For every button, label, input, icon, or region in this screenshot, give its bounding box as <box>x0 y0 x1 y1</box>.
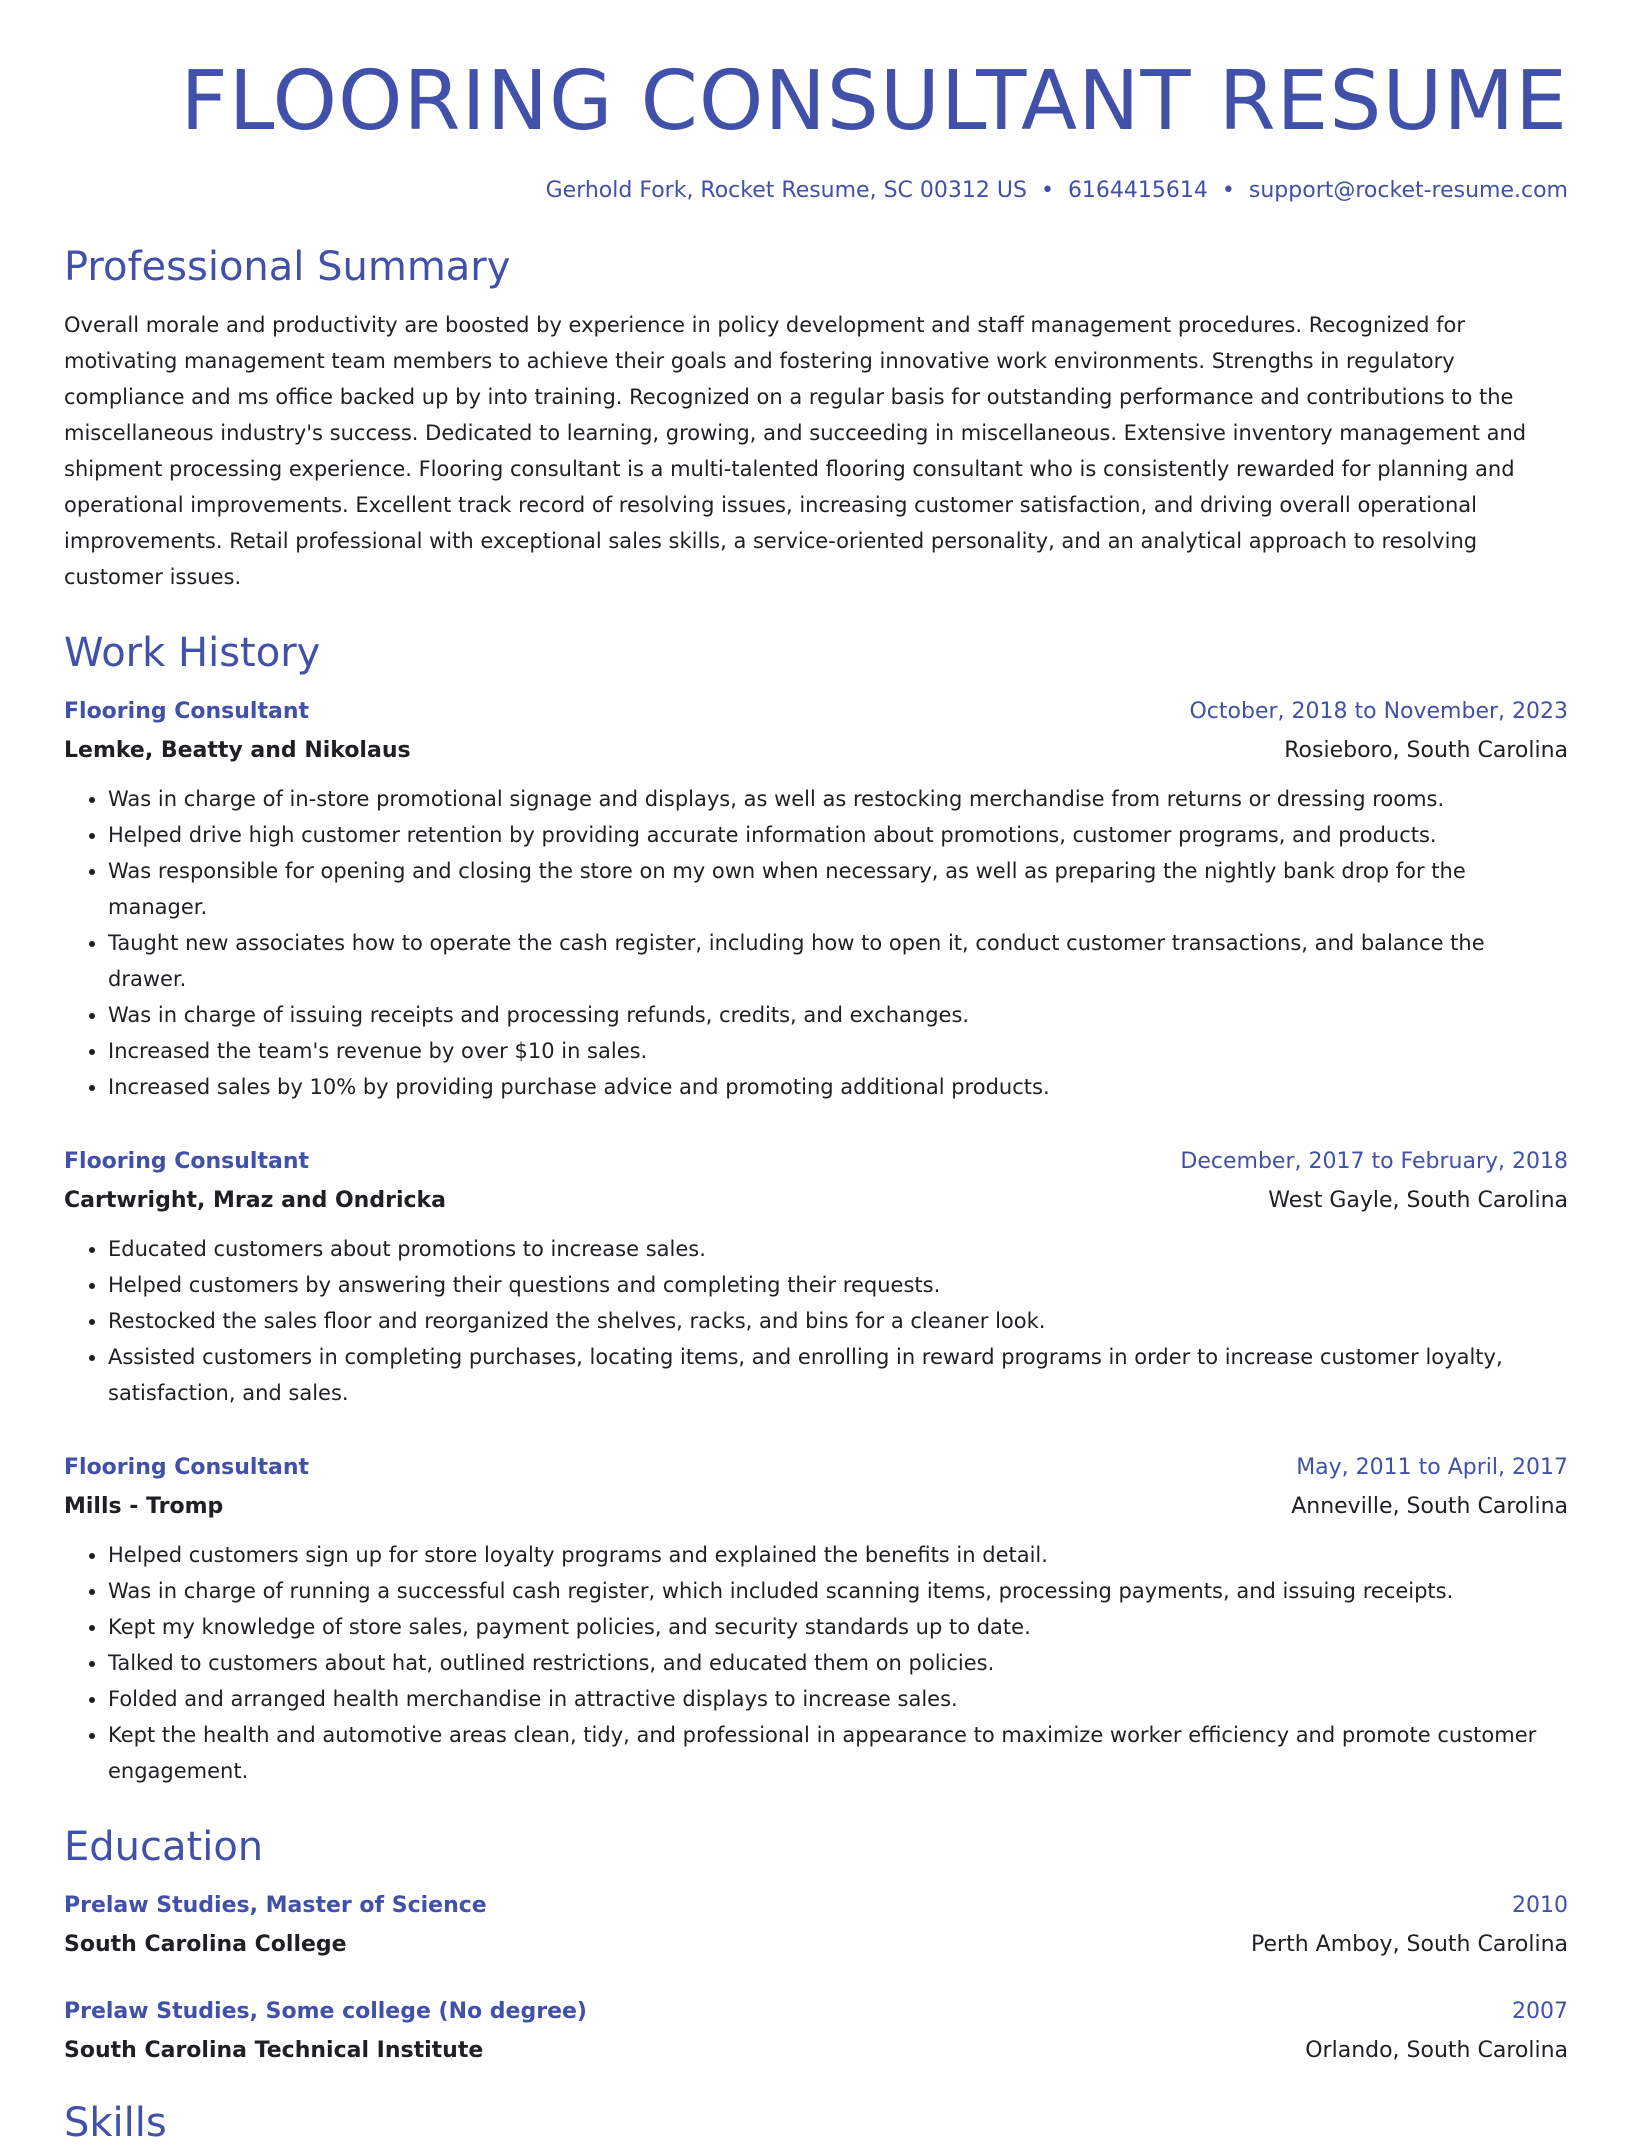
job-bullets <box>64 1537 1568 1789</box>
education-school: South Carolina Technical Institute <box>64 2038 484 2063</box>
work-history-heading: Work History <box>64 630 321 676</box>
education-location: Perth Amboy, South Carolina <box>1251 1932 1568 1957</box>
job-bullet: • Folded and arranged health merchandise in attractive displays to increase sales. <box>108 1681 1568 1717</box>
job-company: Mills - Tromp <box>64 1494 224 1519</box>
job-location: Rosieboro, South Carolina <box>1284 738 1568 763</box>
job-bullet: • Kept the health and automotive areas clean, tidy, and professional in appearance to maximize worker efficiency and promote customer engagement. <box>108 1717 1568 1789</box>
job-bullet: • Was in charge of in-store promotional signage and displays, as well as restocking merchandise from returns or dressing rooms. <box>108 781 1568 817</box>
education-entry <box>64 1993 1568 2071</box>
job-dates: October, 2018 to November, 2023 <box>1189 699 1568 724</box>
job-company: Lemke, Beatty and Nikolaus <box>64 738 411 763</box>
job-bullet: • Was responsible for opening and closing the store on my own when necessary, as well as preparing the nightly bank drop for the manager. <box>108 853 1568 925</box>
job-bullet: • Helped customers sign up for store loyalty programs and explained the benefits in detail. <box>108 1537 1568 1573</box>
contact-address: Gerhold Fork, Rocket Resume, SC 00312 US <box>545 178 1027 203</box>
job-dates: May, 2011 to April, 2017 <box>1296 1455 1568 1480</box>
job-entry <box>64 1143 1568 1411</box>
job-bullet: • Increased sales by 10% by providing purchase advice and promoting additional products. <box>108 1069 1568 1105</box>
resume-title: FLOORING CONSULTANT RESUME <box>180 54 1568 149</box>
job-bullet: • Kept my knowledge of store sales, payment policies, and security standards up to date. <box>108 1609 1568 1645</box>
education-heading: Education <box>64 1824 264 1870</box>
education-school: South Carolina College <box>64 1932 347 1957</box>
summary-text: Overall morale and productivity are boosted by experience in policy development and staff management procedures. Recognized for motivating management team members to achieve their goals and fostering innovative work environments. Strengths in regulatory compliance and ms office backed up by into training. Recognized on a regular basis for outstanding performance and contributions to the miscellaneous industry's success. Dedicated to learning, growing, and succeeding in miscellaneous. Extensive inventory management and shipment processing experience. Flooring consultant is a multi-talented flooring consultant who is consistently rewarded for planning and operational improvements. Excellent track record of resolving issues, increasing customer satisfaction, and driving overall operational improvements. Retail professional with exceptional sales skills, a service-oriented personality, and an analytical approach to resolving customer issues. <box>64 313 1527 589</box>
job-bullet: • Restocked the sales floor and reorganized the shelves, racks, and bins for a cleaner look. <box>108 1303 1568 1339</box>
job-role: Flooring Consultant <box>64 1455 310 1480</box>
job-location: West Gayle, South Carolina <box>1268 1188 1568 1213</box>
job-bullet: • Taught new associates how to operate the cash register, including how to open it, conduct customer transactions, and balance the drawer. <box>108 925 1568 997</box>
job-dates: December, 2017 to February, 2018 <box>1180 1149 1568 1174</box>
job-company: Cartwright, Mraz and Ondricka <box>64 1188 447 1213</box>
education-year: 2010 <box>1512 1893 1568 1918</box>
education-entry <box>64 1887 1568 1965</box>
skills-heading: Skills <box>64 2100 167 2146</box>
contact-phone: 6164415614 <box>1067 178 1208 203</box>
contact-email: support@rocket-resume.com <box>1248 178 1568 203</box>
education-year: 2007 <box>1512 1999 1568 2024</box>
education-degree: Prelaw Studies, Master of Science <box>64 1893 487 1918</box>
job-entry <box>64 693 1568 1105</box>
contact-line <box>64 178 1568 203</box>
contact-separator: • <box>1221 178 1235 203</box>
job-bullet: • Helped drive high customer retention by providing accurate information about promotions, customer programs, and products. <box>108 817 1568 853</box>
job-role: Flooring Consultant <box>64 699 310 724</box>
job-bullet: • Educated customers about promotions to increase sales. <box>108 1231 1568 1267</box>
education-degree: Prelaw Studies, Some college (No degree) <box>64 1999 587 2024</box>
summary-heading: Professional Summary <box>64 244 511 290</box>
contact-separator: • <box>1040 178 1054 203</box>
job-entry <box>64 1449 1568 1789</box>
job-bullet: • Was in charge of issuing receipts and processing refunds, credits, and exchanges. <box>108 997 1568 1033</box>
job-bullet: • Increased the team's revenue by over $10 in sales. <box>108 1033 1568 1069</box>
job-bullet: • Talked to customers about hat, outlined restrictions, and educated them on policies. <box>108 1645 1568 1681</box>
job-bullet: • Helped customers by answering their questions and completing their requests. <box>108 1267 1568 1303</box>
job-role: Flooring Consultant <box>64 1149 310 1174</box>
job-bullet: • Was in charge of running a successful cash register, which included scanning items, processing payments, and issuing receipts. <box>108 1573 1568 1609</box>
job-bullets <box>64 781 1568 1105</box>
education-location: Orlando, South Carolina <box>1305 2038 1568 2063</box>
job-bullet: • Assisted customers in completing purchases, locating items, and enrolling in reward programs in order to increase customer loyalty, satisfaction, and sales. <box>108 1339 1568 1411</box>
job-bullets <box>64 1231 1568 1411</box>
job-location: Anneville, South Carolina <box>1291 1494 1568 1519</box>
